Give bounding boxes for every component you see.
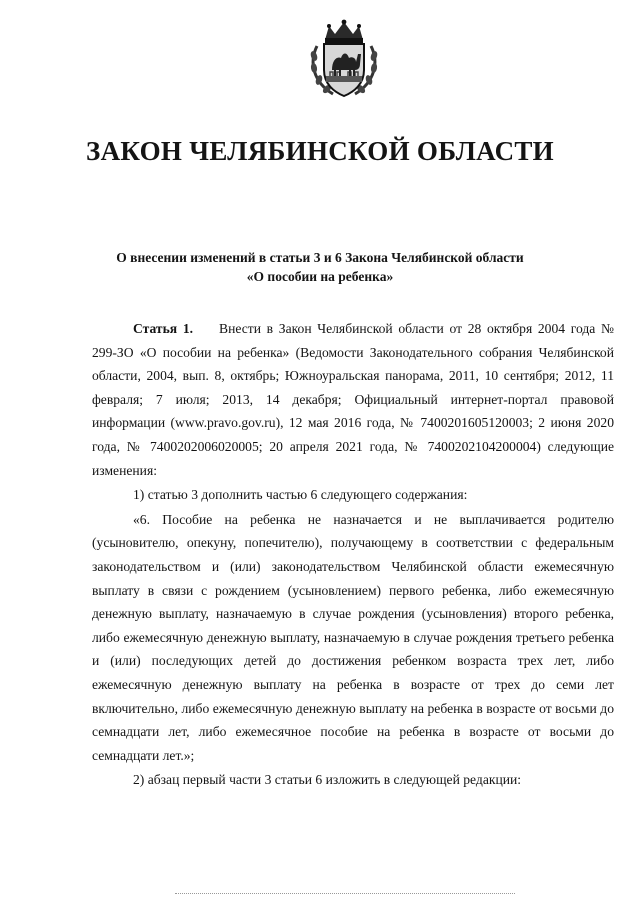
law-subtitle	[90, 248, 550, 286]
coat-of-arms-icon	[303, 18, 385, 100]
amendment-item-2: 2) абзац первый части 3 статьи 6 изложить в следующей редакции:	[133, 772, 522, 788]
article-label: Статья 1.	[133, 321, 194, 336]
law-body	[92, 317, 614, 792]
amendment-quote-paragraph: «6. Пособие на ребенка не назначается и не выплачивается родителю (усыновителю, опекуну, попечителю), получающему в соответствии с федеральным законодательством и (или) законодательством Челябинской области ежемесячную выплату в связи с рождением (усыновлением) первого ребенка, либо ежемесячную денежную выплату, назначаемую в случае рождения (усыновления) второго ребенка, либо ежемесячную денежную выплату, назначаемую в случае рождения третьего ребенка и (или) последующих детей до достижения ребенком возраста трех лет, либо ежемесячную денежную выплату на ребенка в возрасте от трех до семи лет включительно, либо ежемесячную денежную выплату на ребенка в возрасте от восьми до семнадцати лет, либо ежемесячное пособие на ребенка в возрасте от восьми до семнадцати лет.»;	[92, 511, 614, 763]
article-intro-text: Внести в Закон Челябинской области от 28 октября 2004 года № 299-ЗО «О пособии на ребенка» (Ведомости Законодательного собрания Челябинской области, 2004, вып. 8, октябрь; Южноуральская панорама, 2011, 10 сентября; 2012, 11 февраля; 7 июля; 2013, 14 декабря; Официальный интернет-портал правовой информации (www.pravo.gov.ru), 12 мая 2016 года, № 7400201605120003; 2 июня 2020 года, № 7400202006020005; 20 апреля 2021 года, № 7400202104200004) следующие изменения:	[92, 321, 614, 478]
article-1-intro-paragraph	[92, 317, 614, 482]
law-title: ЗАКОН ЧЕЛЯБИНСКОЙ ОБЛАСТИ	[86, 136, 554, 166]
subtitle-line-1: О внесении изменений в статьи 3 и 6 Закона Челябинской области	[116, 250, 524, 265]
amendment-item-1: 1) статью 3 дополнить частью 6 следующего содержания:	[133, 487, 468, 503]
footer-divider	[175, 893, 515, 894]
subtitle-line-2: «О пособии на ребенка»	[246, 269, 394, 284]
